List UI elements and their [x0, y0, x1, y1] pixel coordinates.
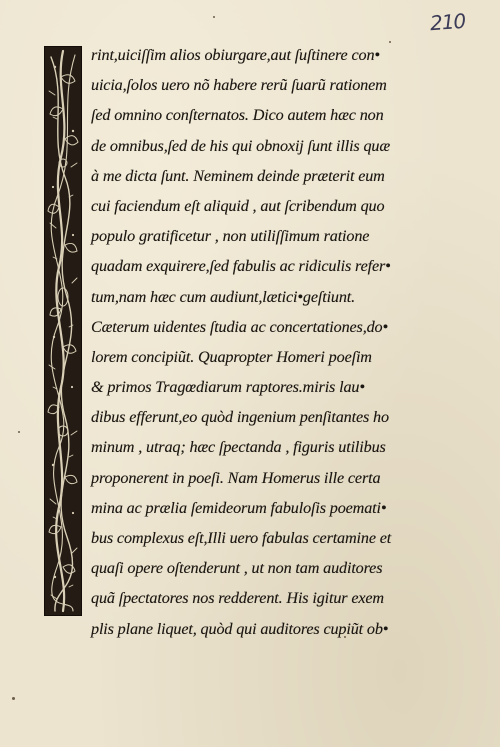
paper-speck	[12, 697, 15, 700]
text-line: & primos Tragœdiarum raptores.miris lau•	[91, 378, 365, 397]
text-line: populo gratificetur , non utiliſſimum ratione	[91, 227, 370, 246]
body-text	[91, 40, 486, 644]
folio-number: 210	[429, 8, 466, 36]
woodcut-border	[44, 46, 82, 616]
text-line: dibus efferunt,eo quòd ingenium penſitantes ho	[91, 408, 389, 427]
text-line: lorem concipiũt. Quapropter Homeri poeſim	[91, 347, 372, 366]
text-line: bus complexus eſt,Illi uero fabulas certamine et	[91, 529, 392, 547]
text-line: quaſi opere oſtenderunt , ut non tam auditores	[91, 559, 383, 578]
text-line: mina ac prælia ſemideorum fabuloſis poemati•	[91, 498, 387, 517]
paper-speck	[18, 431, 20, 433]
text-line: uicia,ſolos uero nõ habere rerũ ſuarũ rationem	[91, 76, 387, 95]
text-line: cui faciendum eſt aliquid , aut ſcribendum quo	[91, 196, 385, 215]
text-line: rint,uiciſſim alios obiurgare,aut ſuſtinere con•	[91, 46, 380, 64]
text-line: tum,nam hæc cum audiunt,lætici•geſtiunt.	[91, 287, 356, 306]
paper-speck	[213, 16, 215, 18]
text-line: à me dicta ſunt. Neminem deinde præterit eum	[91, 166, 385, 185]
text-line: proponerent in poeſi. Nam Homerus ille certa	[91, 468, 381, 487]
text-line: plis plane liquet, quòd qui auditores cupiũt ob•	[91, 619, 389, 638]
text-line: Cæterum uidentes ſtudia ac concertationes,do•	[91, 317, 388, 336]
text-line: quadam exquirere,ſed fabulis ac ridiculis refer•	[91, 257, 391, 276]
text-line: de omnibus,ſed de his qui obnoxij ſunt illis quæ	[91, 136, 391, 155]
text-line: ſed omnino conſternatos. Dico autem hæc non	[91, 106, 384, 125]
text-line: minum , utraq; hæc ſpectanda , figuris utilibus	[91, 438, 386, 457]
woodcut-foliage-icon	[45, 47, 81, 615]
text-line: quã ſpectatores nos redderent. His igitur exem	[91, 589, 384, 608]
